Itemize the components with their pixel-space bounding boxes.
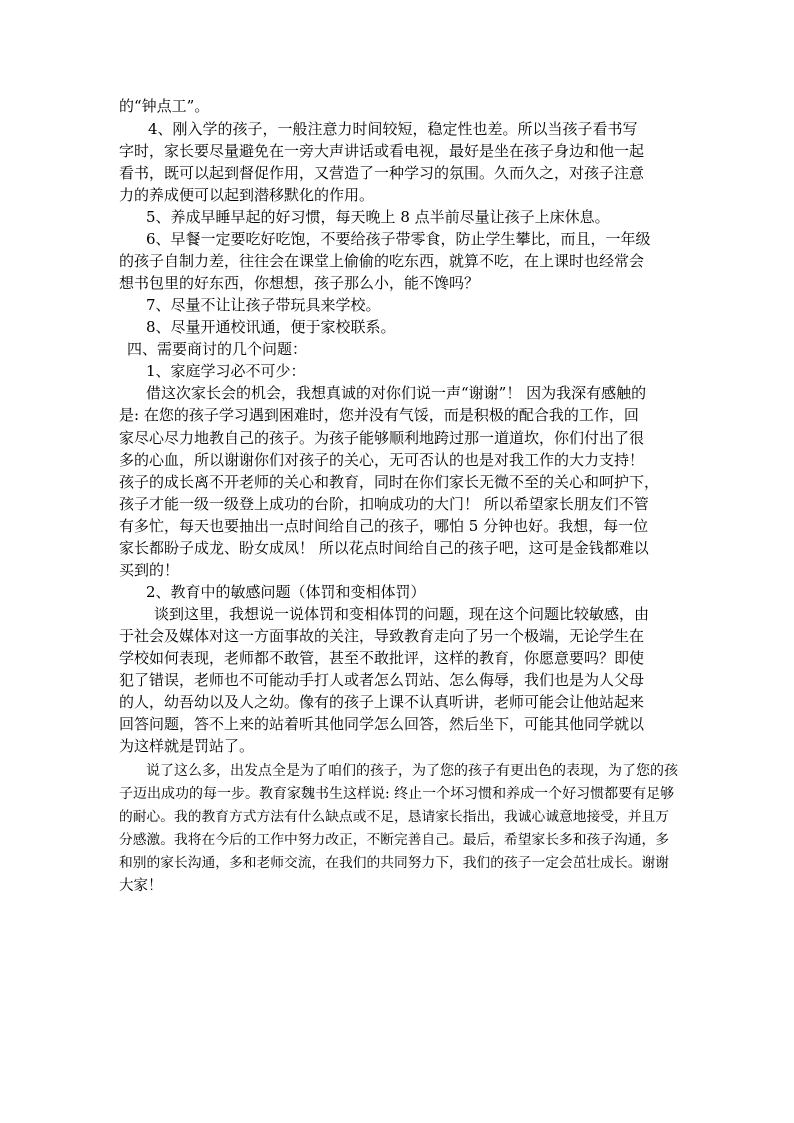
text-line: 4、刚入学的孩子，一般注意力时间较短，稳定性也差。所以当孩子看书写 [148,120,638,138]
text-line: 为这样就是罚站了。 [119,737,255,755]
text-line: 犯了错误，老师也不可能动手打人或者怎么罚站、怎么侮辱，我们也是为人父母 [119,671,645,689]
text-line: 看书，既可以起到督促作用，又营造了一种学习的氛围。久而久之，对孩子注意 [119,164,645,182]
subsection-heading: 2、教育中的敏感问题（体罚和变相体罚） [146,583,426,601]
section-heading: 四、需要商讨的几个问题： [127,340,308,358]
text-line: 6、早餐一定要吃好吃饱，不要给孩子带零食，防止学生攀比，而且，一年级 [146,230,651,248]
text-line: 5、养成早睡早起的好习惯，每天晚上 8 点半前尽量让孩子上床休息。 [146,208,610,226]
text-line: 孩子的成长离不开老师的关心和教育，同时在你们家长无微不至的关心和呵护下， [119,473,660,491]
text-line: 8、尽量开通校讯通，便于家校联系。 [146,318,396,336]
text-line: 孩子才能一级一级登上成功的台阶，扣响成功的大门！ 所以希望家长朋友们不管 [119,495,649,513]
text-line: 分感激。我将在今后的工作中努力改正，不断完善自己。最后，希望家长多和孩子沟通，多 [119,832,670,848]
text-line: 买到的！ [119,561,180,579]
text-line: 说了这么多，出发点全是为了咱们的孩子，为了您的孩子有更出色的表现，为了您的孩 [146,763,678,779]
text-line: 的孩子自制力差，往往会在课堂上偷偷的吃东西，就算不吃，在上课时也经常会 [119,252,645,270]
text-line: 字时，家长要尽量避免在一旁大声讲话或看电视，最好是坐在孩子身边和他一起 [119,142,645,160]
text-line: 力的养成便可以起到潜移默化的作用。 [119,186,375,204]
text-line: 谈到这里，我想说一说体罚和变相体罚的问题，现在这个问题比较敏感，由 [154,605,650,623]
text-line: 和别的家长沟通，多和老师交流，在我们的共同努力下，我们的孩子一定会茁壮成长。谢谢 [119,855,670,871]
text-line: 学校如何表现，老师都不敢管，甚至不敢批评，这样的教育，你愿意要吗？即使 [119,649,645,667]
text-line: 借这次家长会的机会，我想真诚的对你们说一声“谢谢”！ 因为我深有感触的 [146,384,647,402]
text-line: 的人，幼吾幼以及人之幼。像有的孩子上课不认真听讲，老师可能会让他站起来 [119,693,645,711]
text-line: 子迈出成功的每一步。教育家魏书生这样说: 终止一个坏习惯和养成一个好习惯都要有足够 [119,786,675,802]
text-line: 想书包里的好东西，你想想，孩子那么小，能不馋吗？ [119,274,480,292]
text-line: 大家！ [119,878,163,894]
text-line: 回答问题，答不上来的站着听其他同学怎么回答，然后坐下，可能其他同学就以 [119,715,645,733]
text-line: 家尽心尽力地教自己的孩子。为孩子能够顺利地跨过那一道道坎，你们付出了很 [119,429,645,447]
text-line: 的耐心。我的教育方式方法有什么缺点或不足，恳请家长指出，我诚心诚意地接受，并且万 [119,809,670,825]
subsection-heading: 1、家庭学习必不可少： [146,362,306,380]
text-line: 家长都盼子成龙、盼女成凤！ 所以花点时间给自己的孩子吧，这可是金钱都难以 [119,539,649,557]
text-line: 有多忙，每天也要抽出一点时间给自己的孩子，哪怕 5 分钟也好。我想，每一位 [119,517,649,535]
text-line: 是: 在您的孩子学习遇到困难时，您并没有气馁，而是积极的配合我的工作，回 [119,406,639,424]
text-line: 7、尽量不让让孩子带玩具来学校。 [146,296,381,314]
text-line: 于社会及媒体对这一方面事故的关注，导致教育走向了另一个极端，无论学生在 [119,627,645,645]
text-line: 的“钟点工”。 [119,97,210,115]
text-line: 多的心血，所以谢谢你们对孩子的关心，无可否认的也是对我工作的大力支持！ [119,451,645,469]
